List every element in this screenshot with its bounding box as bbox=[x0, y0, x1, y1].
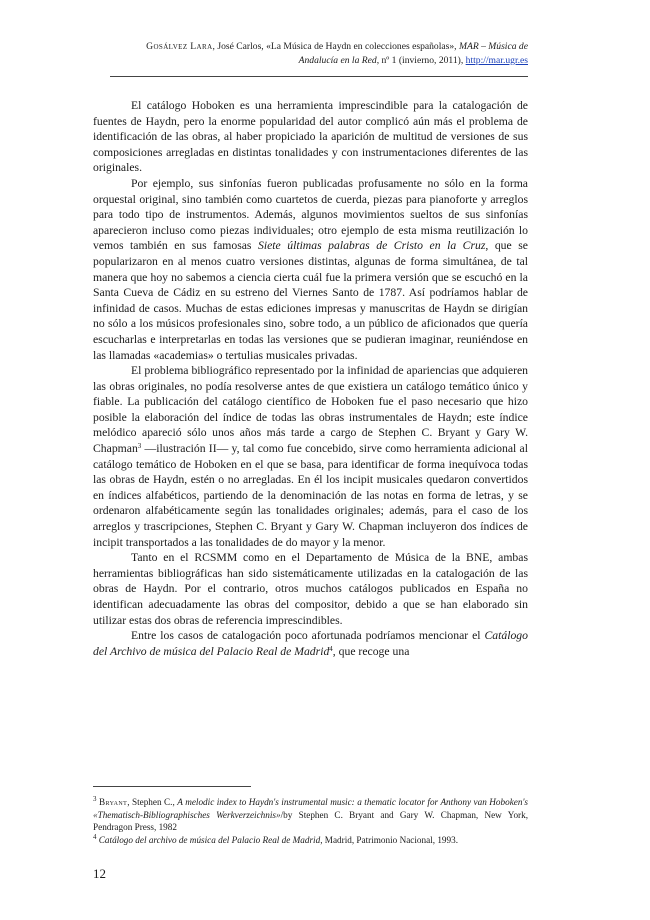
footnote-3 bbox=[93, 796, 528, 834]
paragraph-2 bbox=[93, 176, 528, 363]
footnote-ref-3[interactable]: 3 bbox=[137, 442, 142, 451]
footnote-3-text-a: , Stephen C., bbox=[127, 797, 178, 807]
main-text bbox=[93, 98, 528, 659]
footnote-4-number: 4 bbox=[93, 832, 97, 841]
paragraph-4: Tanto en el RCSMM como en el Departamento de Música de la BNE, ambas herramientas bibliográficas han sido sistemáticamente utilizadas en la catalogación de las obras de Haydn. Por el contrario, otros muchos catálogos publicados en España no identifican adecuadamente las obras del compositor, debido a que se han elaborado sin utilizar estas dos obras de referencia imprescindibles. bbox=[93, 551, 528, 627]
footnote-3-text-b: /by Stephen C. Bryant and Gary W. Chapman, New York, Pendragon Press, 1982 bbox=[93, 809, 528, 832]
work-title-siete-palabras: Siete últimas palabras de Cristo en la Cruz bbox=[258, 239, 486, 253]
footnote-3-number: 3 bbox=[93, 795, 97, 803]
header-journal-title: MAR – Música de Andalucía en la Red bbox=[298, 41, 528, 66]
paragraph-5 bbox=[93, 628, 528, 659]
footnote-4-title: Catálogo del archivo de música del Palacio Real de Madrid bbox=[98, 834, 321, 845]
footnote-divider bbox=[93, 786, 251, 787]
footnote-4-text: , Madrid, Patrimonio Nacional, 1993. bbox=[320, 834, 458, 845]
paragraph-3-text-a: El problema bibliográfico representado por la infinidad de apariencias que adquieren las obras originales, no podía resolverse antes de que existiera un catálogo temático único y fiable. La publicación del catálogo científico de Hoboken fue el paso necesario que hizo posible la elaboración del índice de todas las obras instrumentales de Haydn; este índice melódico apareció sólo unos años más tarde a cargo de Stephen C. Bryant y Gary W. Chapman bbox=[93, 364, 528, 456]
paragraph-5-text-b: , que recoge una bbox=[332, 644, 410, 658]
paragraph-3 bbox=[93, 363, 528, 550]
paragraph-1: El catálogo Hoboken es una herramienta imprescindible para la catalogación de fuentes de Haydn, pero la enorme popularidad del autor complicó aún más el problema de identificación de las obras, al haber propiciado la aparición de multitud de versiones de sus composiciones arregladas en distintas tonalidades y con instrumentaciones diferentes de las originales. bbox=[93, 99, 528, 175]
header-author-surname: Gosálvez Lara bbox=[146, 41, 213, 52]
footnote-3-author: Bryant bbox=[98, 797, 128, 807]
catalog-title: Catálogo del Archivo de música del Palacio Real de Madrid bbox=[93, 629, 528, 658]
paragraph-3-text-b: —ilustración II— y, tal como fue concebido, sirve como herramienta adicional al catálogo temático de Hoboken en el que se basa, para identificar de forma inequívoca todas las obras de Haydn, estén o no arregladas. En él los incipit musicales quedaron convertidos en índices alfabéticos, partiendo de la denominación de las notas en forma de letras, y se ordenaron alfabéticamente según las tonalidades originales; además, para el caso de los arreglos y trascripciones, Stephen C. Bryant y Gary W. Chapman incluyeron dos índices de incipit transportados a las tonalidades de do mayor y la menor. bbox=[93, 442, 528, 549]
header-divider bbox=[110, 76, 528, 77]
page-number: 12 bbox=[93, 866, 106, 881]
running-header bbox=[110, 40, 528, 68]
footnote-ref-4[interactable]: 4 bbox=[329, 644, 333, 653]
paragraph-2-text-b: , que se popularizaron en al menos cuatro versiones distintas, algunas de forma simultánea, de tal manera que hoy no sabemos a ciencia cierta cuál fue la primera versión que se escuchó en la Santa Cueva de Cádiz en su estreno del Viernes Santo de 1787. Así podríamos hablar de infinidad de casos. Muchas de estas ediciones impresas y manuscritas de Haydn se dirigían no sólo a los músicos profesionales sino, sobre todo, a un público de aficionados que quería escucharlas e interpretarlas en todas las versiones que se pudieran imaginar, reuniéndose en las llamadas «academias» o tertulias musicales privadas. bbox=[93, 239, 528, 362]
header-journal-link[interactable]: http://mar.ugr.es bbox=[465, 55, 528, 66]
header-citation-text: , José Carlos, «La Música de Haydn en colecciones españolas», bbox=[212, 41, 459, 52]
footnotes bbox=[93, 796, 528, 846]
footnote-4 bbox=[93, 834, 528, 847]
paragraph-5-text-a: Entre los casos de catalogación poco afortunada podríamos mencionar el bbox=[131, 629, 485, 643]
paragraph-2-text-a: Por ejemplo, sus sinfonías fueron publicadas profusamente no sólo en la forma orquestal original, sino también como cuartetos de cuerda, piezas para pianoforte y arreglos para todo tipo de instrumentos. Además, algunos movimientos sueltos de sus sinfonías aparecieron incluso como piezas individuales; otro ejemplo de esta misma reutilización lo vemos también en sus famosas bbox=[93, 176, 528, 253]
footnote-3-title: A melodic index to Haydn's instrumental music: a thematic locator for Anthony van Hoboken's «Thematisch-Bibliographisches Werkverzeichnis» bbox=[93, 797, 529, 820]
header-issue: , nº 1 (invierno, 2011), bbox=[376, 55, 466, 66]
